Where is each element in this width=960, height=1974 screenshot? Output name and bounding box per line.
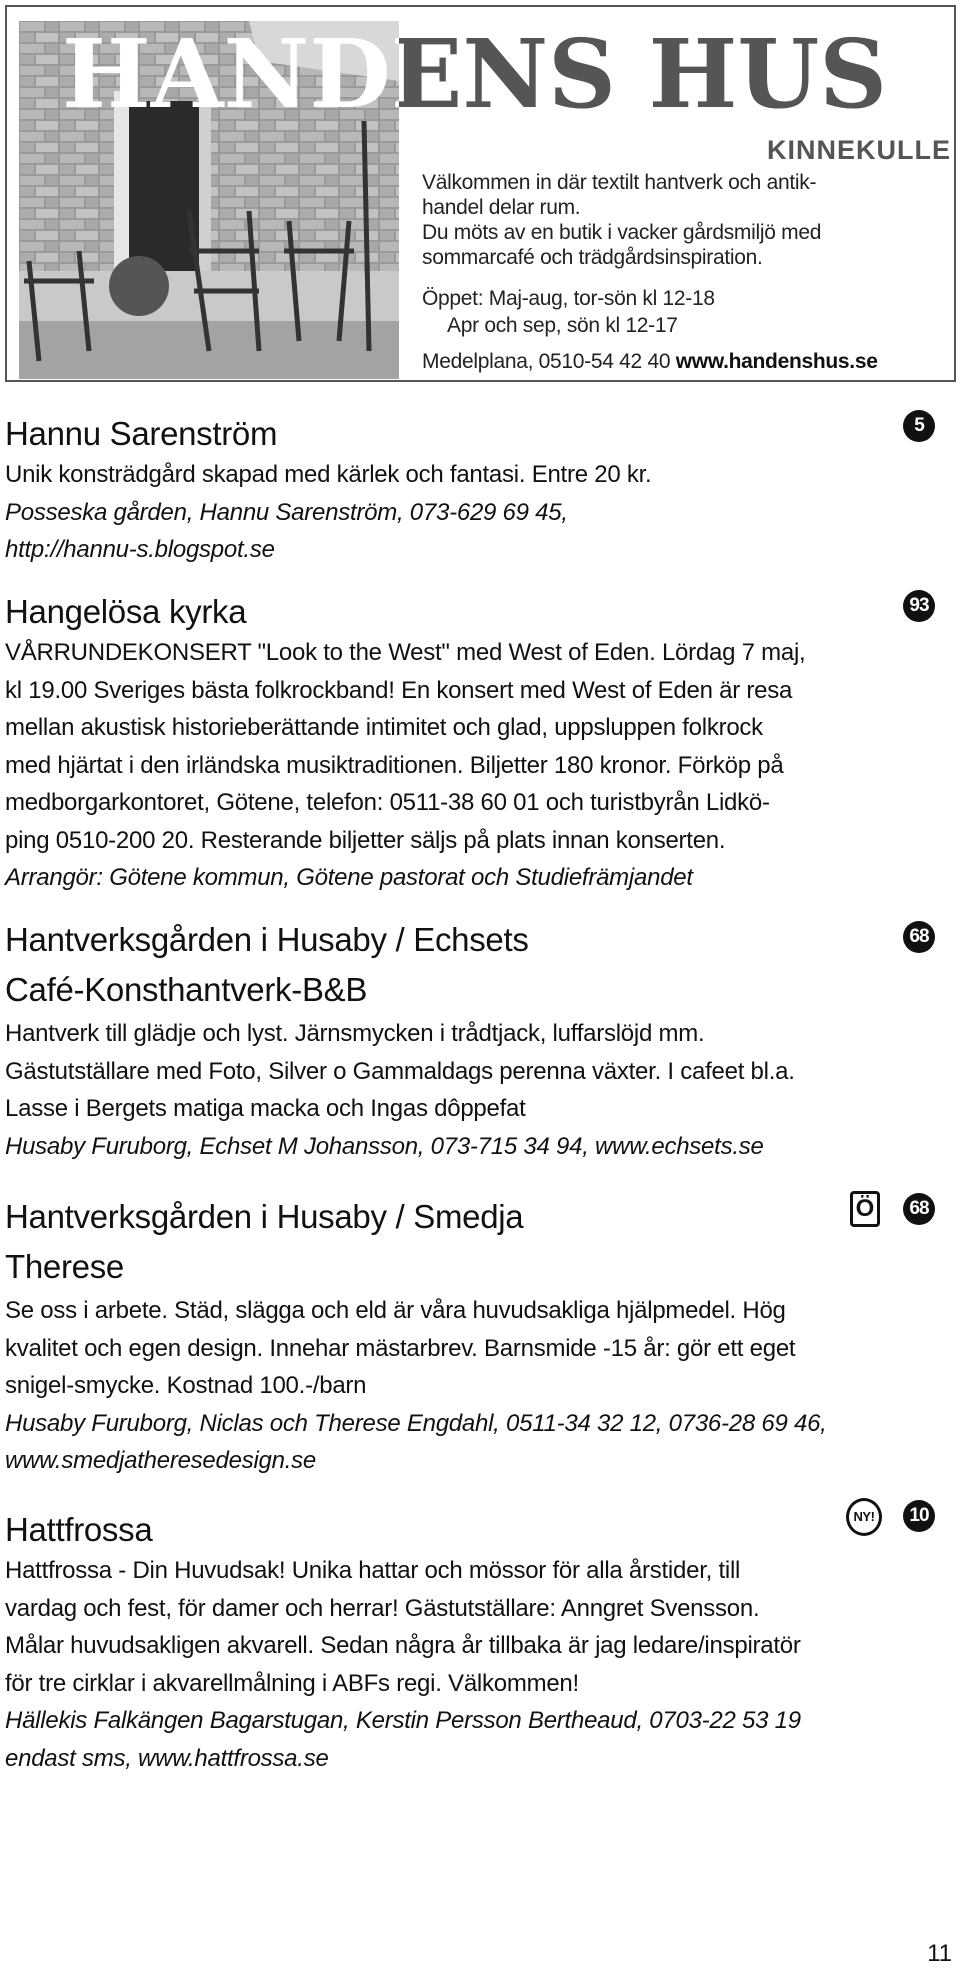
listing-title: Hangelösa kyrka <box>5 593 247 630</box>
ad-title-text: HANDENS HUS <box>62 19 887 130</box>
listing-body-line: Hantverk till glädje och lyst. Järnsmycken i trådtjack, luffarslöjd mm. <box>5 1020 705 1047</box>
listing-info-line: Arrangör: Götene kommun, Götene pastorat och Studiefrämjandet <box>5 864 693 891</box>
page-number: 11 <box>927 1940 952 1967</box>
listing-title: Hantverksgården i Husaby / Echsets <box>5 921 529 958</box>
listing-subtitle: Therese <box>5 1248 124 1285</box>
map-number-badge: 5 <box>903 410 935 442</box>
listing-info-line: Hällekis Falkängen Bagarstugan, Kerstin Persson Bertheaud, 0703-22 53 19 <box>5 1707 801 1734</box>
ad-text-line: sommarcafé och trädgårdsinspiration. <box>422 246 763 269</box>
listing-body-line: Hattfrossa - Din Huvudsak! Unika hattar och mössor för alla årstider, till <box>5 1557 741 1584</box>
ad-logo-title <box>7 7 958 133</box>
ad-text-line: Välkommen in där textilt hantverk och antik- <box>422 171 817 194</box>
map-number-badge: 10 <box>903 1500 935 1532</box>
listing-body-line: Unik konsträdgård skapad med kärlek och fantasi. Entre 20 kr. <box>5 461 652 488</box>
listing-body-line: för tre cirklar i akvarellmålning i ABFs regi. Välkommen! <box>5 1669 579 1697</box>
listing-info-line: Posseska gården, Hannu Sarenström, 073-629 69 45, <box>5 498 568 526</box>
listing-title: Hattfrossa <box>5 1511 153 1548</box>
ad-contact-line <box>422 350 878 374</box>
listing-body-line: Se oss i arbete. Städ, slägga och eld är våra huvudsakliga hjälpmedel. Hög <box>5 1297 786 1324</box>
listing-body-line: Målar huvudsakligen akvarell. Sedan några år tillbaka är jag ledare/inspiratör <box>5 1632 801 1659</box>
listing-subtitle: Café-Konsthantverk-B&B <box>5 971 368 1008</box>
listing-body-line: vardag och fest, för damer och herrar! Gästutställare: Anngret Svensson. <box>5 1594 760 1622</box>
map-number-badge: 68 <box>903 921 935 953</box>
map-number-badge: 68 <box>903 1193 935 1225</box>
map-number-badge: 93 <box>903 590 935 622</box>
listing-body-line: Lasse i Bergets matiga macka och Ingas dôppefat <box>5 1095 526 1122</box>
listing-body-line: snigel-smycke. Kostnad 100.-/barn <box>5 1372 367 1399</box>
listing-hattfrossa <box>5 1505 955 1777</box>
ad-url-link[interactable]: www.handenshus.se <box>675 350 878 373</box>
ad-subtitle: KINNEKULLE <box>767 135 951 165</box>
listing-body-line: mellan akustisk historieberättande intimitet och glad, uppsluppen folkrock <box>5 714 763 741</box>
open-symbol-icon: Ö <box>850 1191 880 1227</box>
listing-body-line: medborgarkontoret, Götene, telefon: 0511-38 60 01 och turistbyrån Lidkö- <box>5 789 770 816</box>
listing-hangelosa-kyrka <box>5 590 955 897</box>
listing-body-line: kvalitet och egen design. Innehar mästarbrev. Barnsmide -15 år: gör ett eget <box>5 1334 796 1362</box>
listing-link[interactable]: www.smedjatheresedesign.se <box>5 1447 316 1474</box>
ad-contact: Medelplana, 0510-54 42 40 <box>422 350 671 373</box>
listing-info-line: Husaby Furuborg, Echset M Johansson, 073-715 34 94, www.echsets.se <box>5 1132 764 1160</box>
listing-body-line: Gästutställare med Foto, Silver o Gammaldags perenna växter. I cafeet bl.a. <box>5 1057 795 1085</box>
listing-title: Hannu Sarenström <box>5 415 278 452</box>
listing-info-line: endast sms, www.hattfrossa.se <box>5 1744 329 1772</box>
new-badge-icon: NY! <box>846 1498 882 1536</box>
handens-hus-advertisement <box>5 5 956 382</box>
ad-text-line: Du möts av en butik i vacker gårdsmiljö med <box>422 221 822 244</box>
listing-body-line: med hjärtat i den irländska musiktraditionen. Biljetter 180 kronor. Förköp på <box>5 751 784 779</box>
listing-smedja-therese <box>5 1192 955 1480</box>
listing-link[interactable]: http://hannu-s.blogspot.se <box>5 536 275 563</box>
listing-echsets <box>5 915 955 1165</box>
ad-opening-hours-2: Apr och sep, sön kl 12-17 <box>447 314 678 337</box>
listing-hannu-sarenstrom <box>5 412 955 569</box>
ad-text-line: handel delar rum. <box>422 196 581 219</box>
listing-title: Hantverksgården i Husaby / Smedja <box>5 1198 524 1235</box>
listing-body-line: kl 19.00 Sveriges bästa folkrockband! En konsert med West of Eden är resa <box>5 676 793 704</box>
listing-body-line: VÅRRUNDEKONSERT "Look to the West" med West of Eden. Lördag 7 maj, <box>5 639 806 666</box>
listing-info-line: Husaby Furuborg, Niclas och Therese Engdahl, 0511-34 32 12, 0736-28 69 46, <box>5 1409 827 1437</box>
ad-opening-hours: Öppet: Maj-aug, tor-sön kl 12-18 <box>422 287 715 310</box>
listing-body-line: ping 0510-200 20. Resterande biljetter säljs på plats innan konserten. <box>5 826 726 854</box>
